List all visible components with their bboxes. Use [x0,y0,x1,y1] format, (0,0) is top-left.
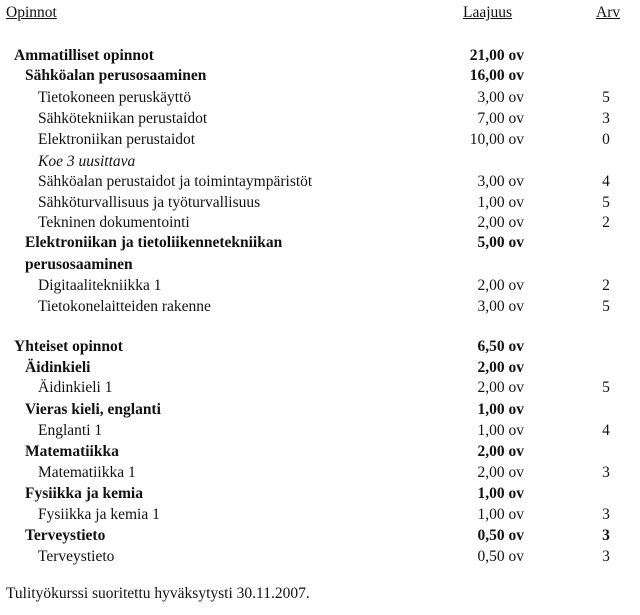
course-name: Englanti 1 [38,422,103,439]
course-grade: 5 [602,194,610,211]
course-name: Fysiikka ja kemia [25,485,143,502]
course-name: perusosaaminen [25,256,133,273]
course-name: Tietokoneen peruskäyttö [38,89,192,106]
table-row [0,359,640,379]
course-grade: 3 [602,110,610,127]
table-row [0,443,640,463]
course-name: Tietokonelaitteiden rakenne [38,298,211,315]
course-name: Digitaalitekniikka 1 [38,277,162,294]
table-row [0,379,640,399]
table-row [0,214,640,234]
table-row [0,464,640,484]
course-name: Terveystieto [38,548,115,565]
table-row [0,256,640,276]
table-row [0,401,640,421]
course-name: Matematiikka [25,443,119,460]
course-extent: 2,00 ov [477,443,524,460]
table-row [0,548,640,568]
course-name: Terveystieto [25,527,106,544]
table-row [0,89,640,109]
table-row [0,422,640,442]
course-name: Sähköturvallisuus ja työturvallisuus [38,194,261,211]
course-extent: 0,50 ov [477,527,524,544]
table-row [0,485,640,505]
course-grade: 4 [602,422,610,439]
course-extent: 2,00 ov [477,464,524,481]
table-row [0,153,640,173]
course-extent: 1,00 ov [477,506,524,523]
header-grade: Arv [596,4,621,21]
course-extent: 7,00 ov [477,110,524,127]
course-grade: 3 [602,548,610,565]
course-extent: 0,50 ov [477,548,524,565]
course-extent: 5,00 ov [477,234,524,251]
course-grade: 2 [602,277,610,294]
course-extent: 1,00 ov [477,194,524,211]
course-extent: 2,00 ov [477,214,524,231]
course-extent: 16,00 ov [469,67,524,84]
course-name: Matematiikka 1 [38,464,136,481]
table-row [0,173,640,193]
course-extent: 3,00 ov [477,298,524,315]
course-extent: 3,00 ov [477,173,524,190]
table-row [0,298,640,318]
table-row [0,506,640,526]
table-row [0,527,640,547]
course-extent: 2,00 ov [477,379,524,396]
course-grade: 5 [602,298,610,315]
table-row [0,47,640,67]
course-grade: 5 [602,379,610,396]
table-row [0,277,640,297]
course-grade: 5 [602,89,610,106]
course-name: Vieras kieli, englanti [25,401,161,418]
course-name: Äidinkieli 1 [38,379,113,396]
course-extent: 2,00 ov [477,277,524,294]
course-name: Fysiikka ja kemia 1 [38,506,160,523]
course-name: Koe 3 uusittava [38,153,136,170]
table-row [0,234,640,254]
header-extent: Laajuus [463,4,513,21]
course-extent: 1,00 ov [477,401,524,418]
course-name: Tekninen dokumentointi [38,214,190,231]
table-row [0,338,640,358]
table-row [0,194,640,214]
course-name: Sähkötekniikan perustaidot [38,110,208,127]
course-extent: 10,00 ov [469,131,524,148]
course-name: Sähköalan perusosaaminen [25,67,207,84]
course-name: Ammatilliset opinnot [14,47,154,64]
course-name: Äidinkieli [25,359,91,376]
table-row [0,67,640,87]
course-grade: 4 [602,173,610,190]
course-grade: 2 [602,214,610,231]
table-row [0,131,640,151]
course-grade: 3 [602,527,610,544]
header-courses: Opinnot [6,4,57,21]
course-name: Elektroniikan perustaidot [38,131,196,148]
course-grade: 3 [602,506,610,523]
course-name: Yhteiset opinnot [14,338,123,355]
course-extent: 21,00 ov [469,47,524,64]
course-grade: 3 [602,464,610,481]
course-extent: 6,50 ov [477,338,524,355]
table-row [0,110,640,130]
footer-note: Tulityökurssi suoritettu hyväksytysti 30.11.2007. [6,585,310,602]
course-extent: 3,00 ov [477,89,524,106]
course-grade: 0 [602,131,610,148]
course-name: Elektroniikan ja tietoliikennetekniikan [25,234,283,251]
course-extent: 1,00 ov [477,485,524,502]
course-extent: 1,00 ov [477,422,524,439]
course-extent: 2,00 ov [477,359,524,376]
course-name: Sähköalan perustaidot ja toimintaympäristöt [38,173,313,190]
